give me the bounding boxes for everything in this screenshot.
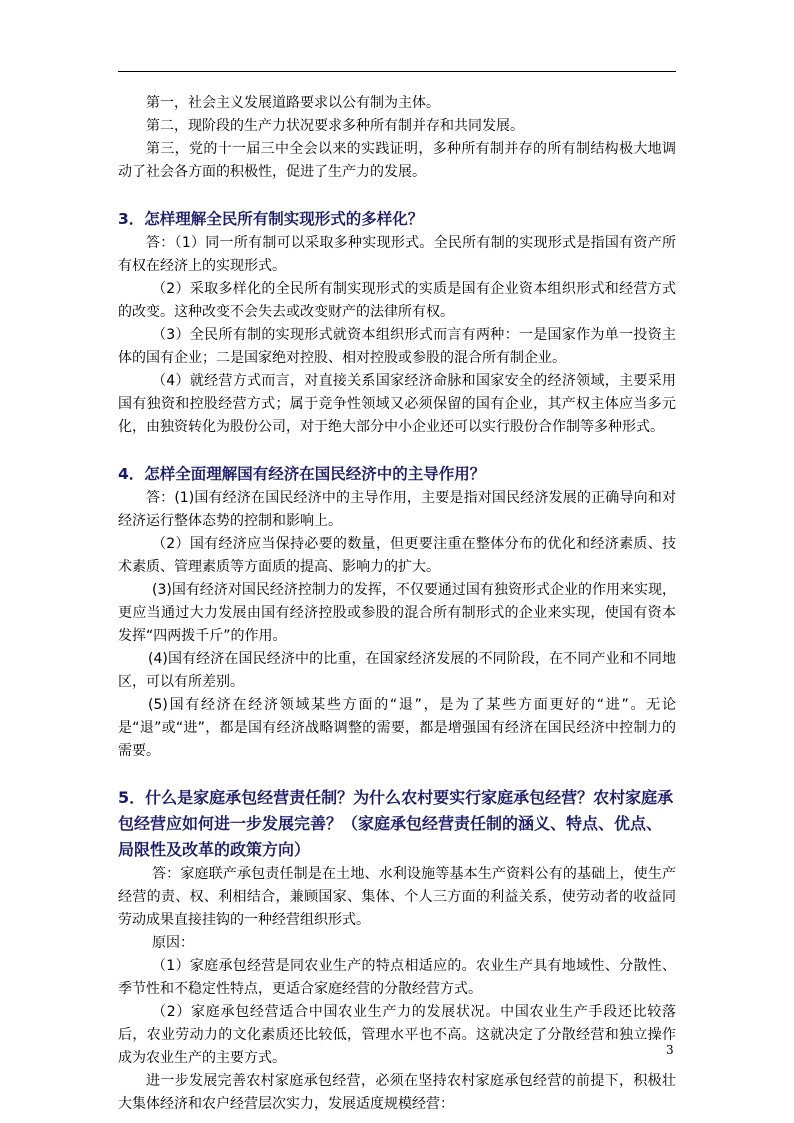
q5-answer-1: 答：家庭联产承包责任制是在土地、水利设施等基本生产资料公有的基础上，使生产经营的责、权、利相结合，兼顾国家、集体、个人三方面的利益关系，使劳动者的收益同劳动成果直接挂钩的一种经营组织形式。 xyxy=(118,866,676,928)
q3-answer-3: （3）全民所有制的实现形式就资本组织形式而言有两种：一是国家作为单一投资主体的国有企业；二是国家绝对控股、相对控股或参股的混合所有制企业。 xyxy=(118,327,676,366)
q4-answer-4: (4)国有经济在国民经济中的比重，在国家经济发展的不同阶段，在不同产业和不同地区，可以有所差别。 xyxy=(118,651,676,690)
intro-para-1: 第一，社会主义发展道路要求以公有制为主体。 xyxy=(146,95,440,111)
q5-answer-3: （1）家庭承包经营是同农业生产的特点相适应的。农业生产具有地域性、分散性、季节性和不稳定性特点，更适合家庭经营的分散经营方式。 xyxy=(118,958,676,997)
q3-answer-2: （2）采取多样化的全民所有制实现形式的实质是国有企业资本组织形式和经营方式的改变。这种改变不会失去或改变财产的法律所有权。 xyxy=(118,281,676,320)
q4-answer-1: 答：(1)国有经济在国民经济中的主导作用，主要是指对国民经济发展的正确导向和对经济运行整体态势的控制和影响上。 xyxy=(118,490,676,529)
q4-answer-2: （2）国有经济应当保持必要的数量，但更要注重在整体分布的优化和经济素质、技术素质、管理素质等方面质的提高、影响力的扩大。 xyxy=(118,536,676,575)
question-4-heading: 4．怎样全面理解国有经济在国民经济中的主导作用？ xyxy=(118,465,486,483)
page-number: 3 xyxy=(666,1043,674,1057)
header-rule xyxy=(118,71,676,72)
q3-answer-4: （4）就经营方式而言，对直接关系国家经济命脉和国家安全的经济领域，主要采用国有独资和控股经营方式；属于竞争性领域又必须保留的国有企业，其产权主体应当多元化，由独资转化为股份公司，对于绝大部分中小企业还可以实行股份合作制等多种形式。 xyxy=(118,373,676,435)
question-3-heading: 3．怎样理解全民所有制实现形式的多样化？ xyxy=(118,210,424,228)
q5-answer-2: 原因： xyxy=(152,935,194,951)
q4-answer-5: (5)国有经济在经济领域某些方面的“退”，是为了某些方面更好的“进”。无论是“退”或“进”，都是国有经济战略调整的需要，都是增强国有经济在国民经济中控制力的需要。 xyxy=(118,697,676,759)
q4-answer-3: (3)国有经济对国民经济控制力的发挥，不仅要通过国有独资形式企业的作用来实现，更应当通过大力发展由国有经济控股或参股的混合所有制形式的企业来实现，使国有资本发挥“四两拨千斤”的作用。 xyxy=(118,582,676,644)
q5-answer-5: 进一步发展完善农村家庭承包经营，必须在坚持农村家庭承包经营的前提下，积极壮大集体经济和农户经营层次实力，发展适度规模经营： xyxy=(118,1073,676,1112)
q3-answer-1: 答：（1）同一所有制可以采取多种实现形式。全民所有制的实现形式是指国有资产所有权在经济上的实现形式。 xyxy=(118,235,676,274)
intro-para-3: 第三，党的十一届三中全会以来的实践证明，多种所有制并存的所有制结构极大地调动了社会各方面的积极性，促进了生产力的发展。 xyxy=(118,141,676,180)
intro-para-2: 第二，现阶段的生产力状况要求多种所有制并存和共同发展。 xyxy=(146,118,524,134)
q5-answer-4: （2）家庭承包经营适合中国农业生产力的发展状况。中国农业生产手段还比较落后，农业劳动力的文化素质还比较低，管理水平也不高。这就决定了分散经营和独立操作成为农业生产的主要方式。 xyxy=(118,1004,676,1066)
question-5-heading: 5．什么是家庭承包经营责任制？为什么农村要实行家庭承包经营？农村家庭承包经营应如何进一步发展完善？（家庭承包经营责任制的涵义、特点、优点、局限性及改革的政策方向） xyxy=(118,788,674,859)
document-body xyxy=(118,92,676,1116)
